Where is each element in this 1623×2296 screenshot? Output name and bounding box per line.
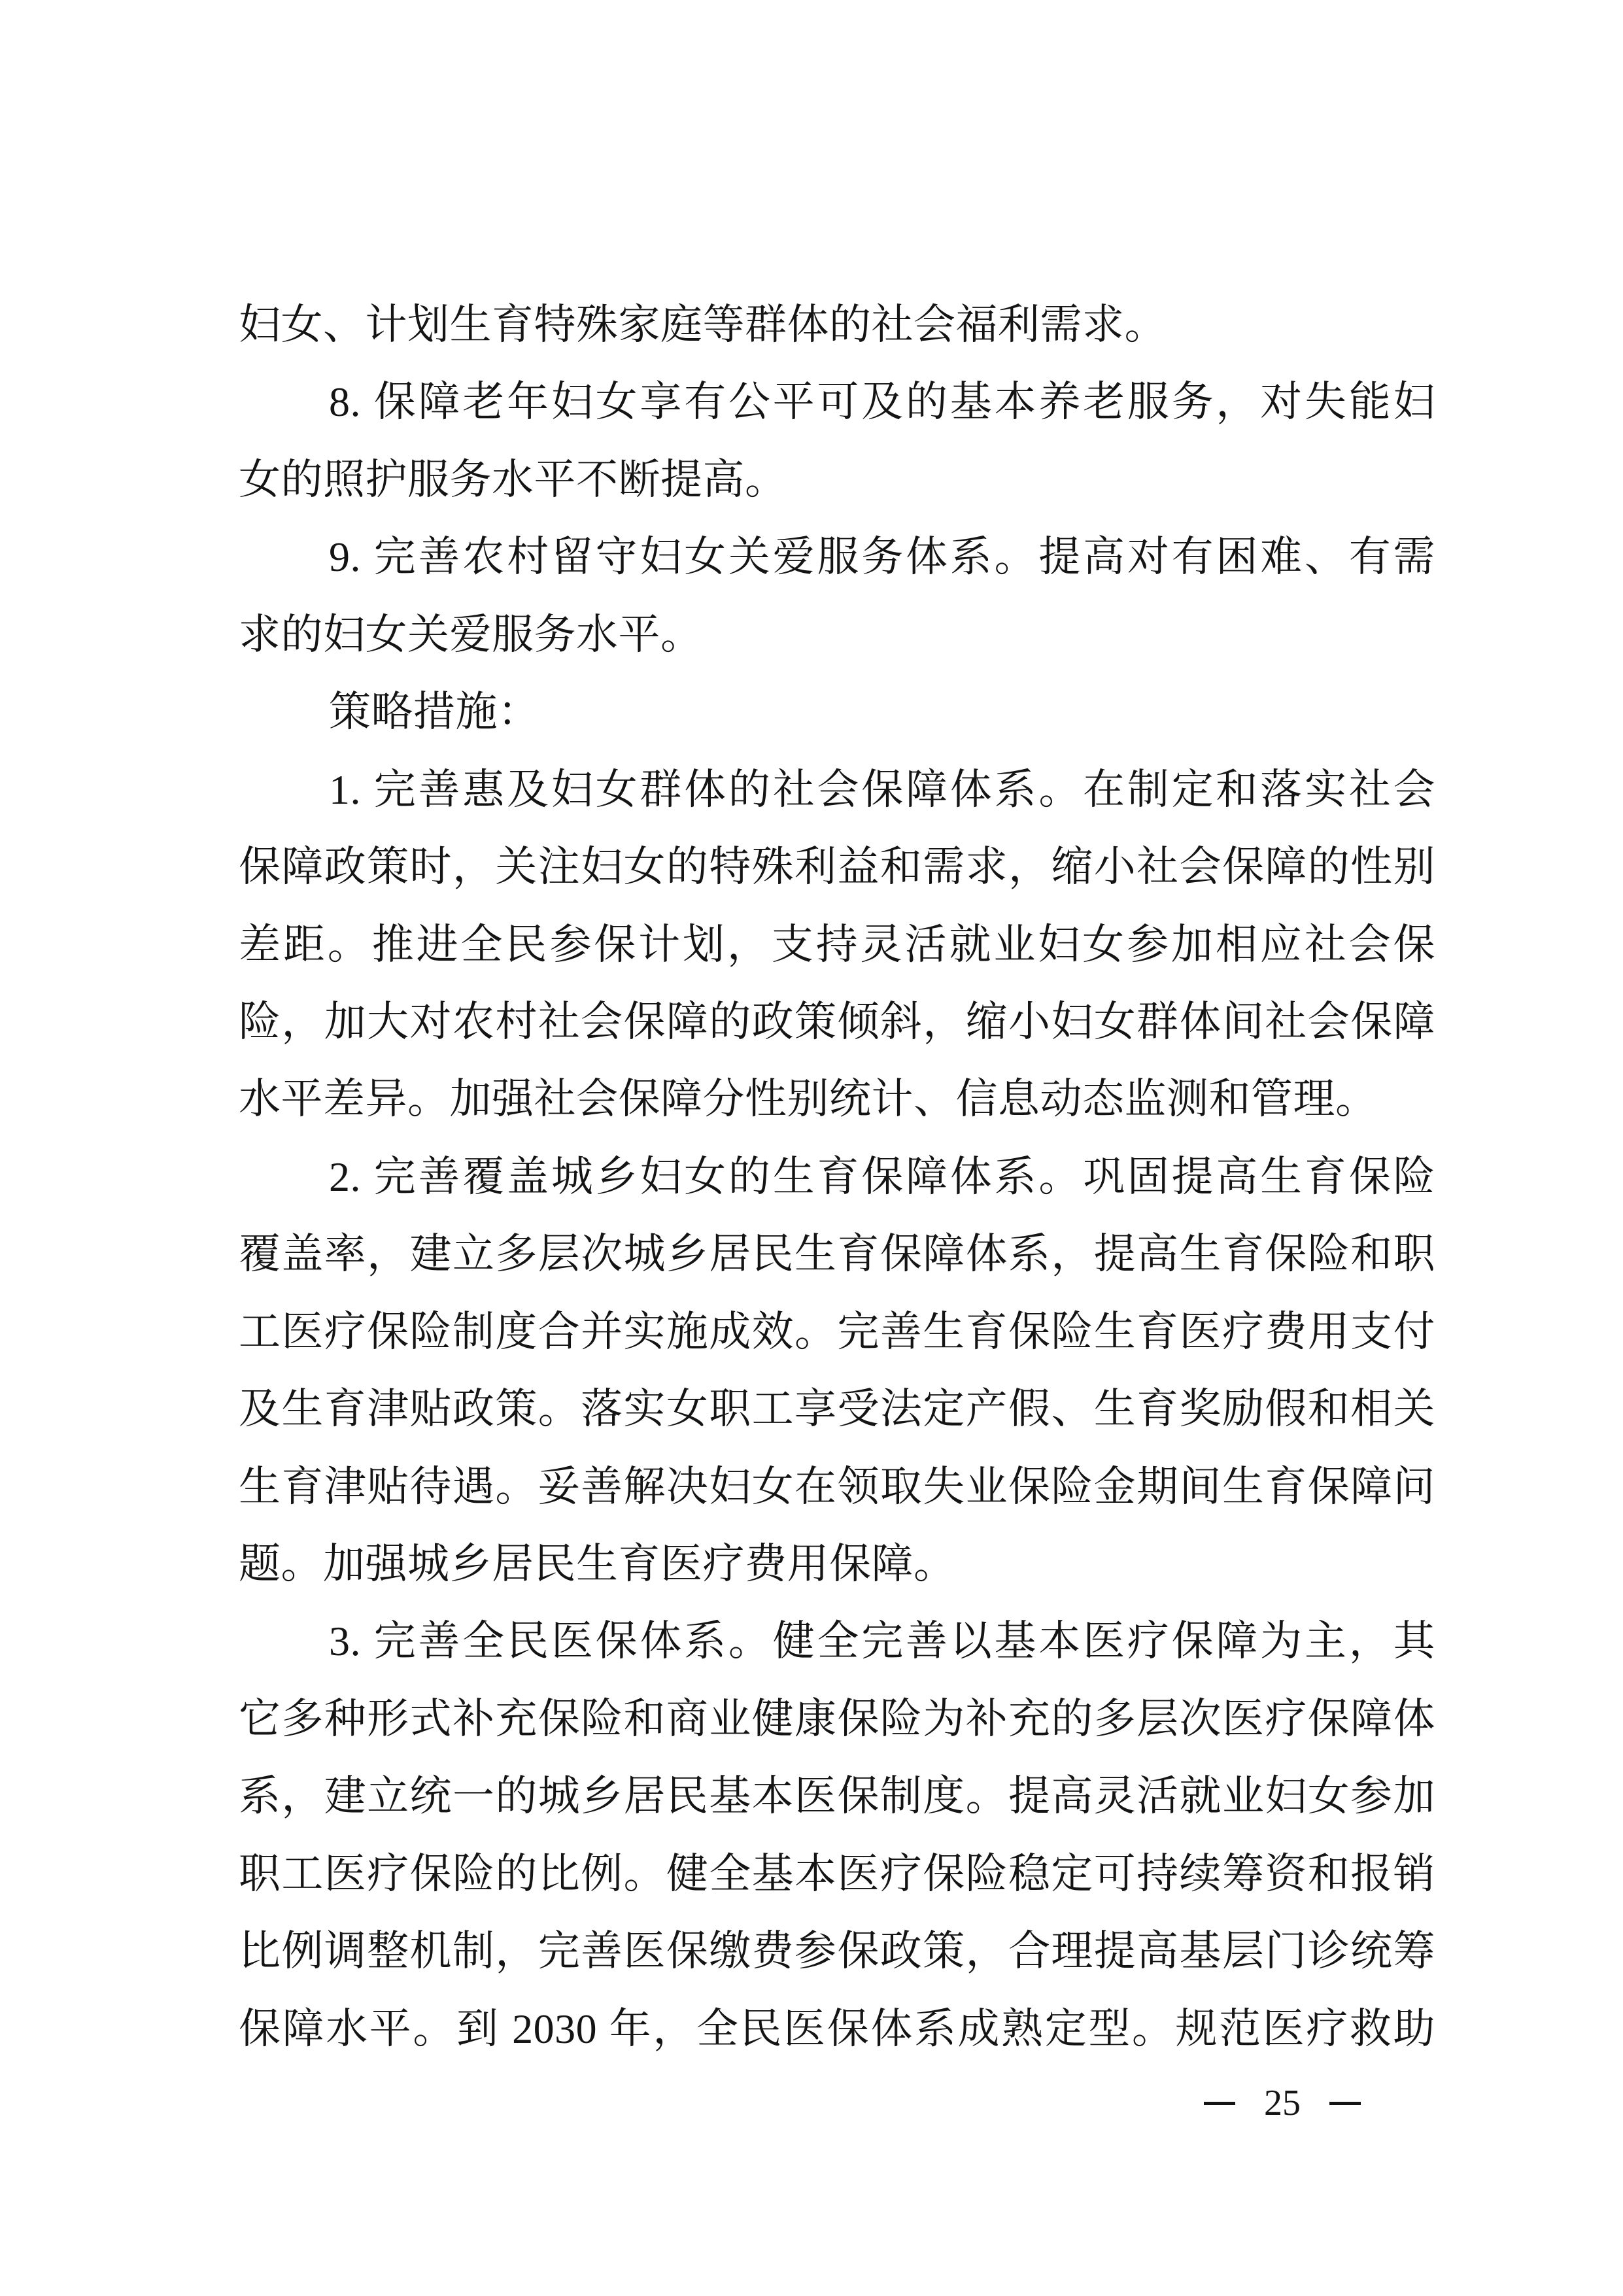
page-number: 25: [1264, 2083, 1301, 2123]
text-line: 保障政策时，关注妇女的特殊利益和需求，缩小社会保障的性别: [239, 844, 1435, 891]
text-line: 比例调整机制，完善医保缴费参保政策，合理提高基层门诊统筹: [239, 1928, 1435, 1975]
text-line: 女的照护服务水平不断提高。: [239, 456, 787, 503]
text-line: 3. 完善全民医保体系。健全完善以基本医疗保障为主，其: [329, 1618, 1435, 1665]
text-line: 及生育津贴政策。落实女职工享受法定产假、生育奖励假和相关: [239, 1386, 1435, 1433]
footer-right-dash-icon: [1329, 2102, 1361, 2105]
footer-left-dash-icon: [1204, 2102, 1235, 2105]
text-line: 题。加强城乡居民生育医疗费用保障。: [239, 1541, 956, 1587]
text-line: 妇女、计划生育特殊家庭等群体的社会福利需求。: [239, 301, 1167, 348]
text-line: 差距。推进全民参保计划，支持灵活就业妇女参加相应社会保: [239, 921, 1435, 968]
text-line: 工医疗保险制度合并实施成效。完善生育保险生育医疗费用支付: [239, 1308, 1435, 1355]
document-body: [239, 286, 1435, 2068]
text-line: 覆盖率，建立多层次城乡居民生育保障体系，提高生育保险和职: [239, 1231, 1435, 1278]
text-line: 策略措施：: [329, 689, 540, 736]
text-line: 9. 完善农村留守妇女关爱服务体系。提高对有困难、有需: [329, 534, 1435, 581]
text-line: 8. 保障老年妇女享有公平可及的基本养老服务，对失能妇: [329, 379, 1435, 426]
text-line: 2. 完善覆盖城乡妇女的生育保障体系。巩固提高生育保险: [329, 1153, 1435, 1200]
text-line: 险，加大对农村社会保障的政策倾斜，缩小妇女群体间社会保障: [239, 998, 1435, 1045]
text-line: 生育津贴待遇。妥善解决妇女在领取失业保险金期间生育保障问: [239, 1463, 1435, 1510]
text-line: 求的妇女关爱服务水平。: [239, 611, 703, 658]
text-line: 保障水平。到 2030 年，全民医保体系成熟定型。规范医疗救助: [239, 2005, 1435, 2052]
text-line: 水平差异。加强社会保障分性别统计、信息动态监测和管理。: [239, 1076, 1378, 1123]
text-line: 系，建立统一的城乡居民基本医保制度。提高灵活就业妇女参加: [239, 1773, 1435, 1820]
text-line: 职工医疗保险的比例。健全基本医疗保险稳定可持续筹资和报销: [239, 1850, 1435, 1897]
text-line: 它多种形式补充保险和商业健康保险为补充的多层次医疗保障体: [239, 1695, 1435, 1742]
page-footer: [1204, 2083, 1361, 2123]
text-line: 1. 完善惠及妇女群体的社会保障体系。在制定和落实社会: [329, 766, 1435, 813]
